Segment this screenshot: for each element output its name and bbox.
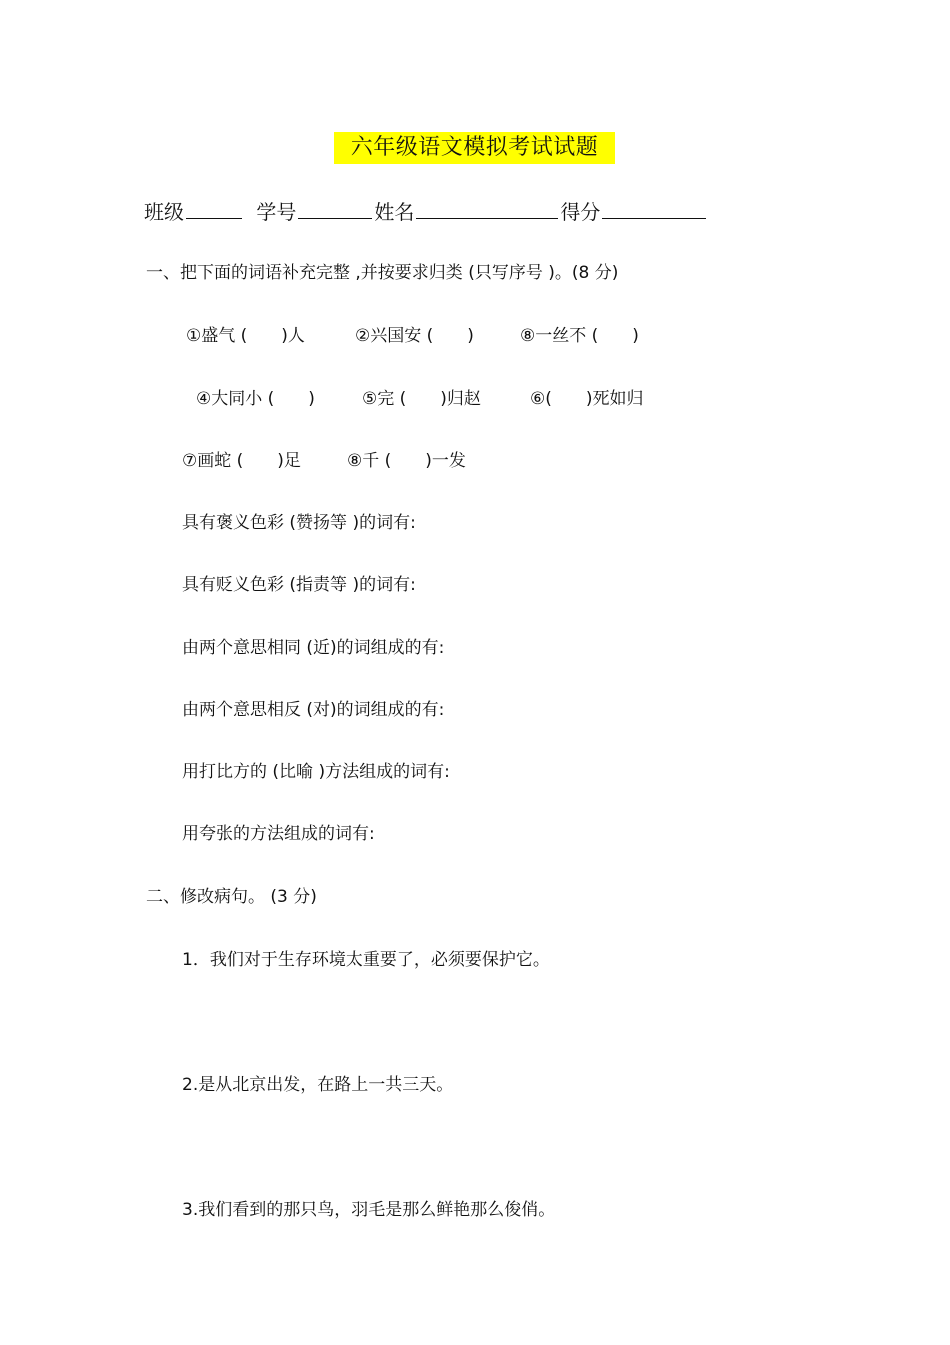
idiom-item: ⑥( )死如归 (530, 389, 644, 409)
idiom-item: ⑧一丝不 ( ) (520, 326, 639, 346)
category-line: 用打比方的 (比喻 )方法组成的词有: (182, 762, 450, 782)
idiom-item: ②兴国安 ( ) (355, 326, 474, 346)
category-line: 具有褒义色彩 (赞扬等 )的词有: (182, 513, 416, 533)
category-line: 由两个意思相同 (近)的词组成的有: (182, 638, 445, 658)
number-blank (298, 196, 372, 219)
number-label: 学号 (256, 200, 297, 224)
name-label: 姓名 (374, 200, 415, 224)
sentence-item: 3.我们看到的那只鸟，羽毛是那么鲜艳那么俊俏。 (182, 1200, 556, 1220)
page-title: 六年级语文模拟考试试题 (334, 132, 615, 164)
class-blank (186, 196, 242, 219)
idiom-item: ①盛气 ( )人 (186, 326, 305, 346)
category-line: 由两个意思相反 (对)的词组成的有: (182, 700, 445, 720)
idiom-item: ④大同小 ( ) (196, 389, 315, 409)
name-blank (416, 196, 558, 219)
category-line: 具有贬义色彩 (指责等 )的词有: (182, 575, 416, 595)
category-line: 用夸张的方法组成的词有: (182, 824, 375, 844)
student-info-line (144, 196, 708, 227)
section2-heading: 二、修改病句。 (3 分) (146, 887, 317, 907)
section1-heading: 一、把下面的词语补充完整 ,并按要求归类 (只写序号 )。(8 分) (146, 263, 619, 283)
score-label: 得分 (560, 200, 601, 224)
sentence-item: 2.是从北京出发，在路上一共三天。 (182, 1075, 454, 1095)
score-blank (602, 196, 706, 219)
sentence-item: 1．我们对于生存环境太重要了，必须要保护它。 (182, 950, 550, 970)
idiom-item: ⑦画蛇 ( )足 (182, 451, 301, 471)
idiom-item: ⑤完 ( )归赵 (362, 389, 481, 409)
idiom-item: ⑧千 ( )一发 (347, 451, 466, 471)
class-label: 班级 (144, 200, 184, 224)
